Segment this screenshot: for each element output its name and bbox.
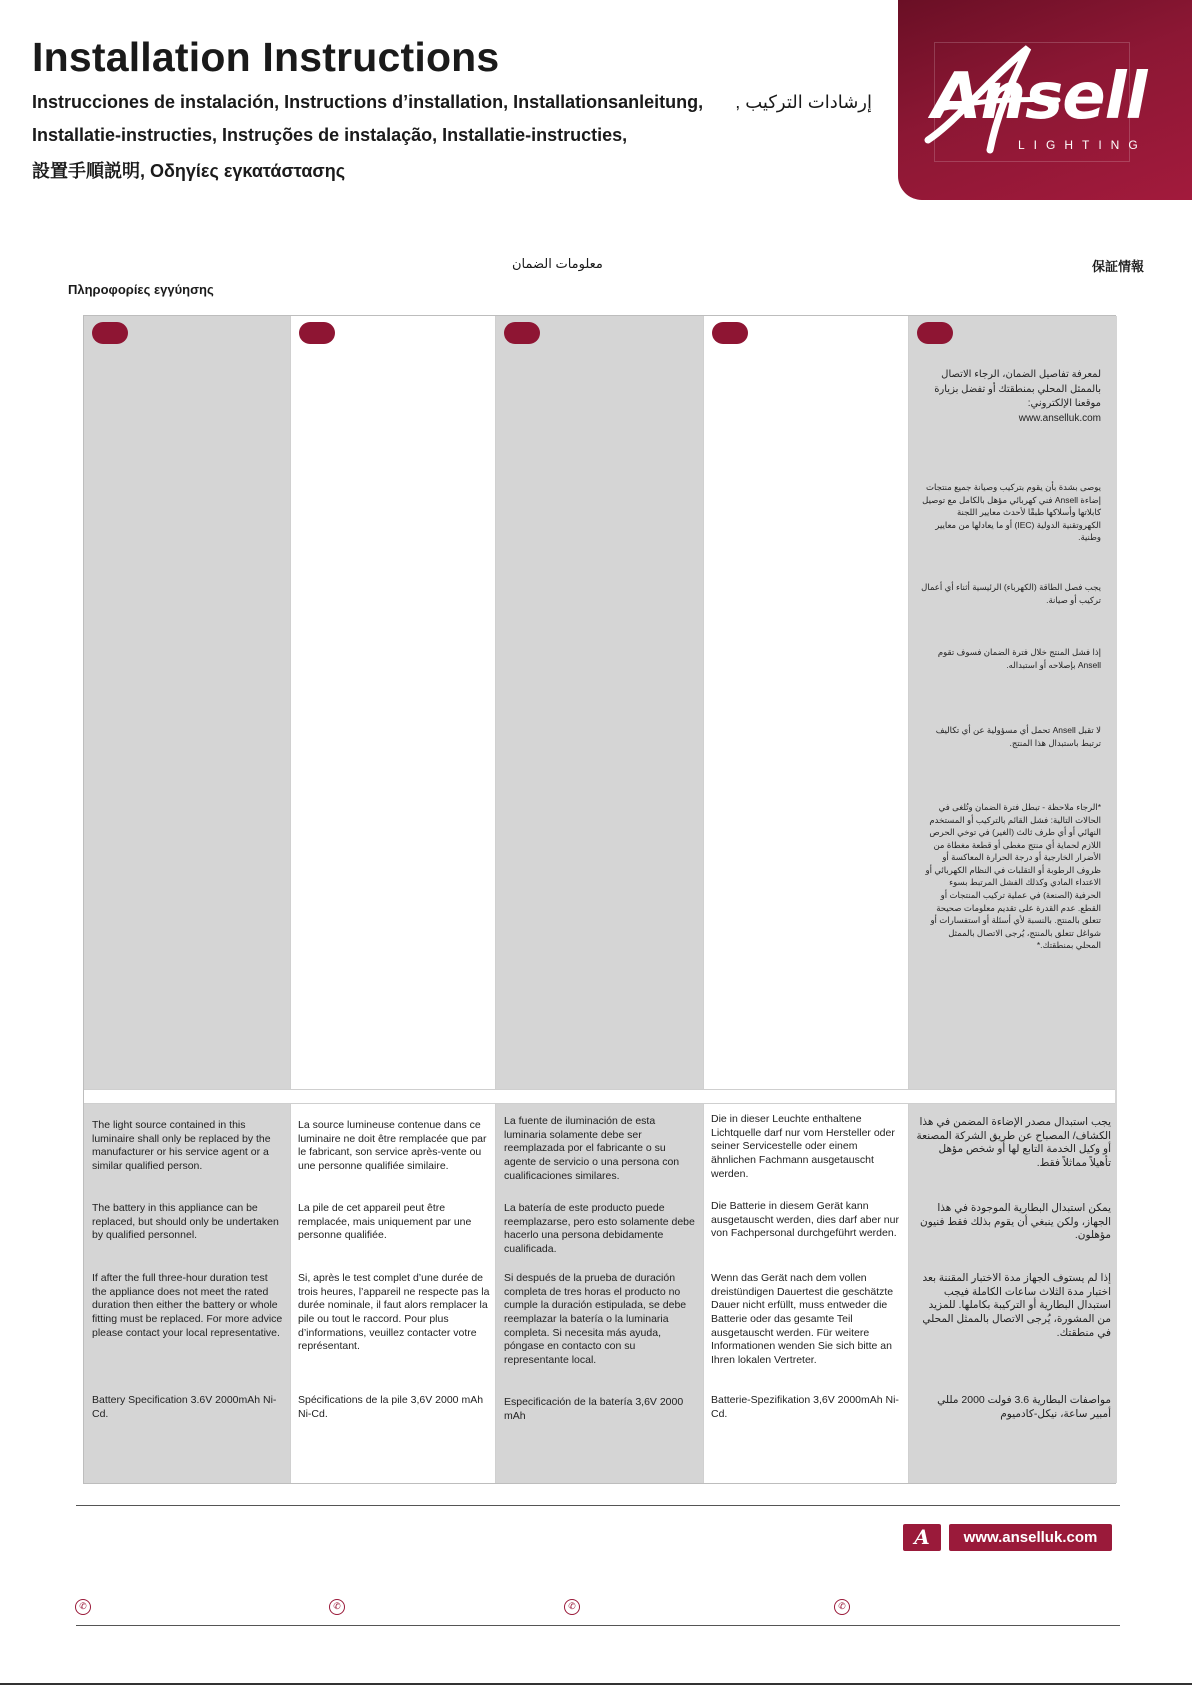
spec-de: Batterie-Spezifikation 3,6V 2000mAh Ni-Cd. <box>711 1394 899 1420</box>
battery-de: Die Batterie in diesem Gerät kann ausgetauscht werden, dies darf aber nur von Fachpersonal durchgeführt werden. <box>711 1200 899 1240</box>
spec-ar: مواصفات البطارية 3.6 فولت 2000 مللي أمبير ساعة، نيكل-كادميوم <box>937 1394 1111 1420</box>
test-en: If after the full three-hour duration test the appliance does not meet the rated duration then either the battery or whole fitting must be replaced. For more advice please contact your local representative. <box>92 1272 283 1339</box>
test-fr: Si, après le test complet d’une durée de trois heures, l’appareil ne respecte pas la durée nominale, il faut alors remplacer la pile ou tout le raccord. Pour plus d’informations, veuillez contacter votre représentant. <box>298 1272 490 1353</box>
arabic-paragraph-2: يجب فصل الطاقة (الكهرباء) الرئيسية أثناء أي أعمال تركيب أو صيانة. <box>921 582 1101 605</box>
arabic-info-url: www.anselluk.com <box>1018 412 1101 424</box>
spec-en: Battery Specification 3.6V 2000mAh Ni-Cd. <box>92 1394 277 1420</box>
lower-spanish <box>496 316 703 1483</box>
test-es: Si después de la prueba de duración completa de tres horas el producto no cumple la duración estipulada, se debe reemplazar la batería o la luminaria completa. Si necesita más ayuda, póngase en contacto con su representante local. <box>504 1272 687 1366</box>
arabic-paragraph-3: إذا فشل المنتج خلال فترة الضمان فسوف تقوم Ansell بإصلاحه أو استبداله. <box>937 647 1101 670</box>
subtitle-line-2: Installatie-instructies, Instruções de instalação, Installatie-instructies, <box>32 125 628 145</box>
ansell-logo <box>898 0 1192 200</box>
arabic-paragraph-5: *الرجاء ملاحظة - تبطل فترة الضمان وتُلغى في الحالات التالية: فشل القائم بالتركيب أو المستخدم النهائي أو أي طرف ثالث (الغير) في توخي الحرص اللازم لحماية أي منتج مغطى أو قطعة مغطاة من الأضرار الخارجية أو درجة الحرارة المعاكسة أو ظروف الرطوبة أو التقلبات في النظام الكهربائي أو الاعتداء المادي وكذلك الفشل المرتبط بسوء الحرفية (الصنعة) في عملية تركيب المنتجات أو القطع. عدم القدرة على تقديم معلومات صحيحة تتعلق بالمنتج. بالنسبة لأي أسئلة أو استفسارات أو شواغل تتعلق بالمنتج، يُرجى الاتصال بالممثل المحلي بمنطقتك.* <box>925 802 1101 951</box>
test-ar: إذا لم يستوف الجهاز مدة الاختبار المقننة بعد اختبار مدة الثلاث ساعات الكاملة فيجب استبدال البطارية أو التركيبة بكاملها. للمزيد من المشورة، يُرجى الاتصال بالممثل المحلي في منطقتك. <box>922 1272 1111 1339</box>
page-title: Installation Instructions <box>32 34 500 80</box>
battery-es: La batería de este producto puede reemplazarse, pero esto solamente debe hacerlo una persona debidamente cualificada. <box>504 1202 695 1255</box>
phone-icon: ✆ <box>75 1599 91 1615</box>
subtitle-line-3: 設置手順説明, Οδηγίες εγκατάστασης <box>32 161 346 181</box>
lower-english <box>84 316 290 1483</box>
light-source-en: The light source contained in this luminaire shall only be replaced by the manufacturer or his service agent or a similar qualified person. <box>92 1119 271 1172</box>
lower-arabic <box>909 316 1117 1483</box>
footer-rule-top <box>76 1505 1120 1506</box>
light-source-de: Die in dieser Leuchte enthaltene Lichtquelle darf nur vom Hersteller oder seiner Servicestelle oder einem ähnlichen Fachmann ausgetauscht werden. <box>711 1113 895 1180</box>
ansell-mini-logo-icon: A <box>903 1524 941 1551</box>
phone-icon: ✆ <box>834 1599 850 1615</box>
subtitle-arabic: إرشادات التركيب , <box>735 92 872 112</box>
warranty-label-japanese: 保証情報 <box>1091 259 1144 274</box>
warranty-label-greek: Πληροφορίες εγγύησης <box>68 282 214 297</box>
spec-es: Especificación de la batería 3,6V 2000 mAh <box>504 1396 684 1422</box>
light-source-fr: La source lumineuse contenue dans ce luminaire ne doit être remplacée que par le fabricant, son service après-vente ou une personne qualifiée similaire. <box>298 1119 487 1172</box>
warranty-grid <box>83 315 1116 1484</box>
lower-german <box>703 316 909 1483</box>
footer-rule-bottom <box>76 1625 1120 1626</box>
light-source-ar: يجب استبدال مصدر الإضاءة المضمن في هذا الكشاف/ المصباح عن طريق الشركة المصنعة أو وكيل الخدمة التابع لها أو شخص مؤهل تأهيلاً مماثلاً فقط. <box>916 1116 1111 1169</box>
phone-icon: ✆ <box>564 1599 580 1615</box>
brand-subtitle: LIGHTING <box>1018 138 1147 152</box>
subtitle-line-1: Instrucciones de instalación, Instructions d’installation, Installationsanleitung, <box>32 92 704 112</box>
light-source-es: La fuente de iluminación de esta luminaria solamente debe ser reemplazada por el fabricante o su agente de servicio o una persona con cualificaciones similares. <box>504 1115 680 1182</box>
battery-fr: La pile de cet appareil peut être remplacée, mais uniquement par une personne qualifiée. <box>298 1202 472 1242</box>
phone-icon: ✆ <box>329 1599 345 1615</box>
spec-fr: Spécifications de la pile 3,6V 2000 mAh Ni-Cd. <box>298 1394 484 1420</box>
arabic-info-text: لمعرفة تفاصيل الضمان، الرجاء الاتصال بالممثل المحلي بمنطقتك أو تفضل بزيارة موقعنا الإلكتروني: <box>934 369 1101 409</box>
arabic-paragraph-4: لا تقبل Ansell تحمل أي مسؤولية عن أي تكاليف ترتبط باستبدال هذا المنتج. <box>935 725 1101 748</box>
battery-en: The battery in this appliance can be replaced, but should only be undertaken by qualified personnel. <box>92 1202 279 1242</box>
lower-french <box>290 316 496 1483</box>
warranty-label-arabic: معلومات الضمان <box>512 256 603 271</box>
brand-name: Ansell <box>932 60 1147 134</box>
arabic-paragraph-1: يوصى بشدة بأن يقوم بتركيب وصيانة جميع منتجات إضاءة Ansell فني كهربائي مؤهل بالكامل مع توصيل كابلاتها وأسلاكها طبقًا لأحدث معايير اللجنة الكهروتقنية الدولية (IEC) أو ما يعادلها من معايير وطنية. <box>922 482 1101 543</box>
website-link[interactable]: www.anselluk.com <box>949 1524 1112 1551</box>
test-de: Wenn das Gerät nach dem vollen dreistündigen Dauertest die geschätzte Dauer nicht erfüllt, muss entweder die Batterie oder das gesamte Teil ausgetauscht werden. Für weitere Informationen wenden Sie sich bitte an Ihren lokalen Vertreter. <box>711 1272 894 1366</box>
battery-ar: يمكن استبدال البطارية الموجودة في هذا الجهاز، ولكن ينبغي أن يقوم بذلك فقط فنيون مؤهلون. <box>919 1202 1111 1242</box>
